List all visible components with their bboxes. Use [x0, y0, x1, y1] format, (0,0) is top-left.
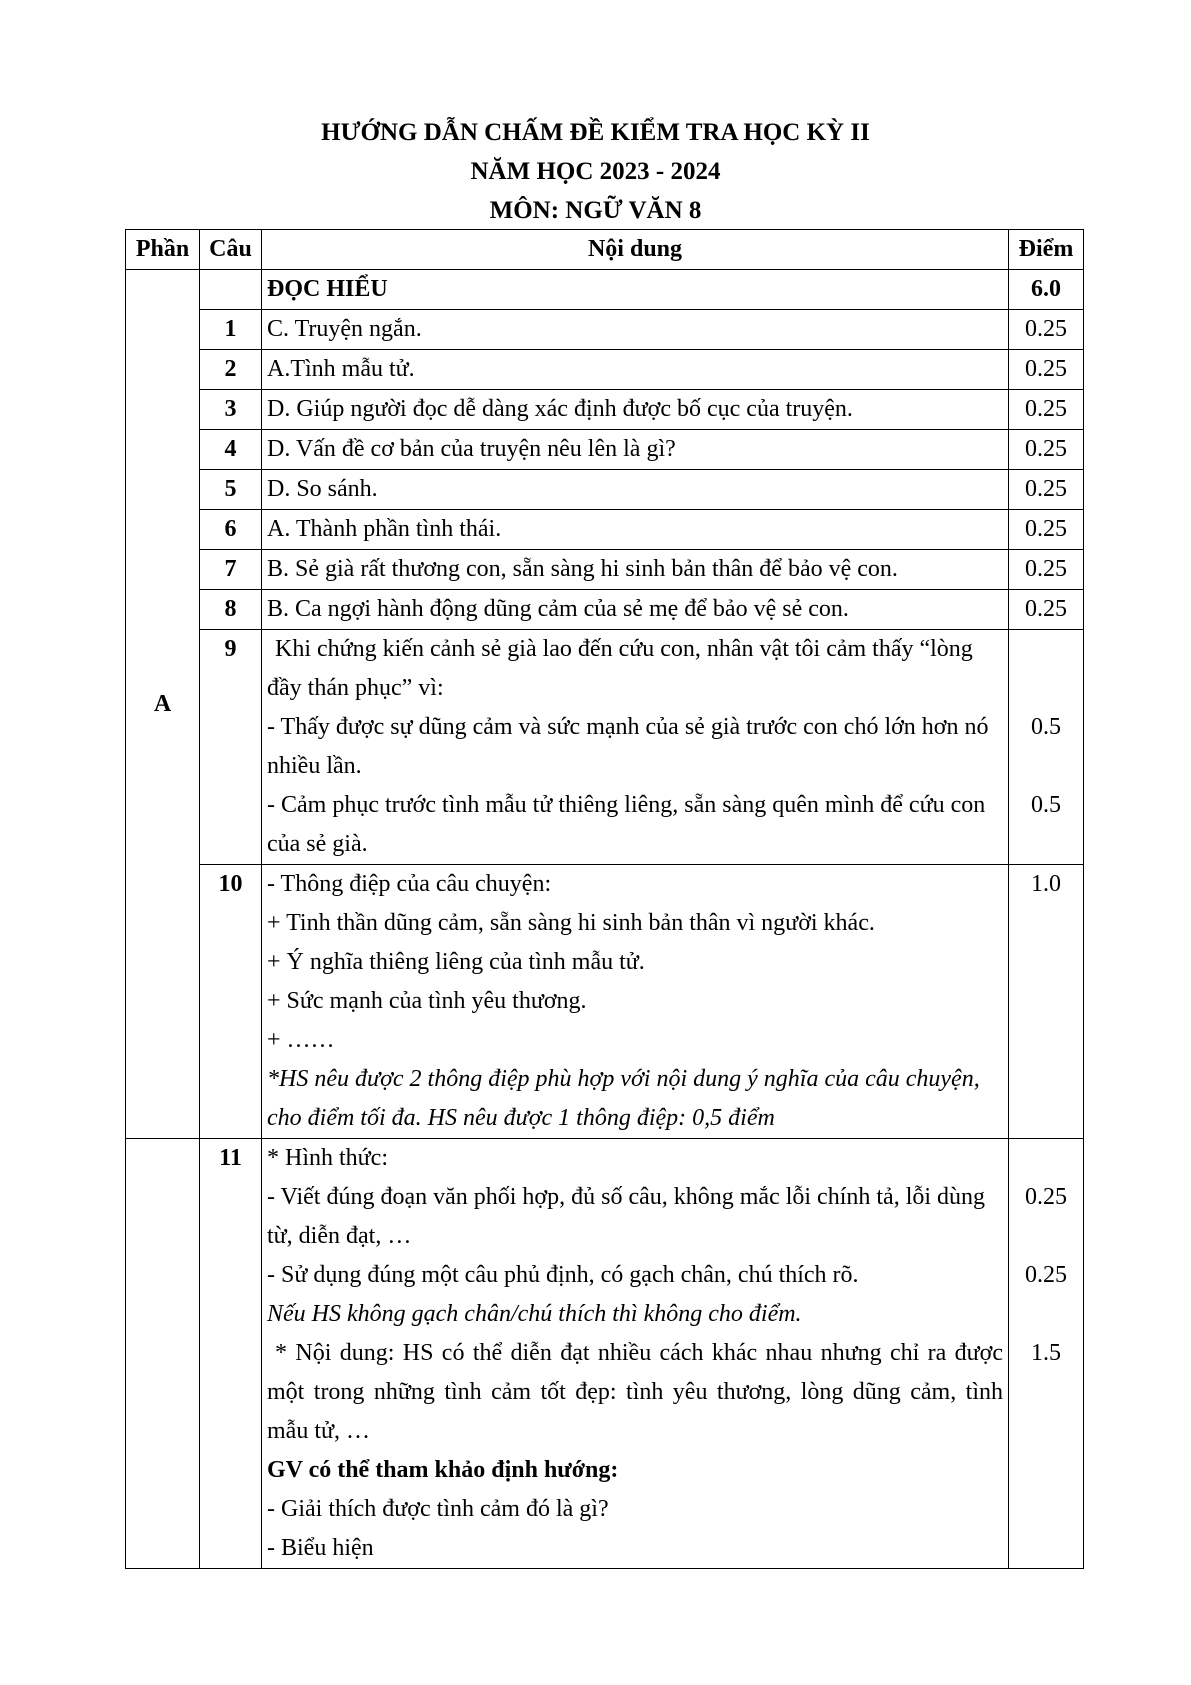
question-9-content — [262, 630, 1009, 865]
answer-points: 0.25 — [1009, 470, 1084, 510]
q10-line-1: - Thông điệp của câu chuyện: — [267, 871, 552, 897]
answer-points: 0.25 — [1009, 430, 1084, 470]
header-points: Điểm — [1009, 230, 1084, 270]
q9-points-2: 0.5 — [1031, 792, 1061, 818]
q11-form-note: Nếu HS không gạch chân/chú thích thì không cho điểm. — [267, 1301, 802, 1327]
q11-guide-1: - Giải thích được tình cảm đó là gì? — [267, 1496, 609, 1522]
q11-content: * Nội dung: HS có thể diễn đạt nhiều cách khác nhau nhưng chỉ ra được một trong những tình cảm tốt đẹp: tình yêu thương, lòng dũng cảm, tình mẫu tử, … — [267, 1340, 1003, 1444]
question-number: 6 — [200, 510, 262, 550]
section-question-cell — [200, 270, 262, 310]
table-row — [126, 390, 1084, 430]
q10-line-5: + …… — [267, 1027, 335, 1053]
answer-points: 0.25 — [1009, 310, 1084, 350]
question-number: 10 — [200, 865, 262, 1139]
answer-text: A.Tình mẫu tử. — [262, 350, 1009, 390]
table-header-row — [126, 230, 1084, 270]
question-number: 4 — [200, 430, 262, 470]
table-row — [126, 590, 1084, 630]
question-9-row — [126, 630, 1084, 865]
question-number: 2 — [200, 350, 262, 390]
q11-form-1: - Viết đúng đoạn văn phối hợp, đủ số câu, không mắc lỗi chính tả, lỗi dùng từ, diễn đạt, … — [267, 1184, 986, 1249]
q11-points-2: 0.25 — [1025, 1262, 1067, 1288]
q10-line-3: + Ý nghĩa thiêng liêng của tình mẫu tử. — [267, 949, 645, 975]
table-row — [126, 430, 1084, 470]
question-11-content — [262, 1139, 1009, 1569]
question-10-points: 1.0 — [1009, 865, 1084, 1139]
title-line-3: MÔN: NGỮ VĂN 8 — [489, 197, 702, 224]
question-9-points — [1009, 630, 1084, 865]
answer-points: 0.25 — [1009, 590, 1084, 630]
question-number: 7 — [200, 550, 262, 590]
q9-intro: Khi chứng kiến cảnh sẻ già lao đến cứu con, nhân vật tôi cảm thấy “lòng đầy thán phục” vì: — [267, 636, 973, 701]
q11-form-title: * Hình thức: — [267, 1145, 388, 1171]
answer-text: C. Truyện ngắn. — [262, 310, 1009, 350]
section-title: ĐỌC HIỂU — [262, 270, 1009, 310]
section-row — [126, 270, 1084, 310]
question-number: 9 — [200, 630, 262, 865]
table-row — [126, 310, 1084, 350]
question-10-content — [262, 865, 1009, 1139]
question-11-row — [126, 1139, 1084, 1569]
q9-point-2: - Cảm phục trước tình mẫu tử thiêng liêng, sẵn sàng quên mình để cứu con của sẻ già. — [267, 792, 986, 857]
answer-text: D. Vấn đề cơ bản của truyện nêu lên là gì? — [262, 430, 1009, 470]
table-row — [126, 350, 1084, 390]
question-number: 3 — [200, 390, 262, 430]
answer-points: 0.25 — [1009, 390, 1084, 430]
q10-line-4: + Sức mạnh của tình yêu thương. — [267, 988, 587, 1014]
answer-points: 0.25 — [1009, 550, 1084, 590]
header-content: Nội dung — [262, 230, 1009, 270]
answer-points: 0.25 — [1009, 510, 1084, 550]
header-part: Phần — [126, 230, 200, 270]
table-row — [126, 510, 1084, 550]
q10-line-2: + Tinh thần dũng cảm, sẵn sàng hi sinh bản thân vì người khác. — [267, 910, 875, 936]
q11-guide-title: GV có thể tham khảo định hướng: — [267, 1457, 619, 1483]
q11-points-3: 1.5 — [1031, 1340, 1061, 1366]
q9-points-1: 0.5 — [1031, 714, 1061, 740]
q10-note: *HS nêu được 2 thông điệp phù hợp với nội dung ý nghĩa của câu chuyện, cho điểm tối đa. HS nêu được 1 thông điệp: 0,5 điểm — [267, 1066, 980, 1131]
answer-text: A. Thành phần tình thái. — [262, 510, 1009, 550]
answer-text: D. So sánh. — [262, 470, 1009, 510]
grading-table — [125, 229, 1084, 1569]
q11-guide-2: - Biểu hiện — [267, 1535, 374, 1561]
part-b-cell — [126, 1139, 200, 1569]
title-line-1: HƯỚNG DẪN CHẤM ĐỀ KIỂM TRA HỌC KỲ II — [321, 119, 870, 146]
section-points: 6.0 — [1009, 270, 1084, 310]
q11-points-1: 0.25 — [1025, 1184, 1067, 1210]
table-row — [126, 470, 1084, 510]
header-question: Câu — [200, 230, 262, 270]
title-line-2: NĂM HỌC 2023 - 2024 — [470, 158, 721, 185]
document-title — [0, 113, 1191, 230]
answer-points: 0.25 — [1009, 350, 1084, 390]
question-number: 8 — [200, 590, 262, 630]
q9-point-1: - Thấy được sự dũng cảm và sức mạnh của sẻ già trước con chó lớn hơn nó nhiều lần. — [267, 714, 989, 779]
answer-text: B. Sẻ già rất thương con, sẵn sàng hi sinh bản thân để bảo vệ con. — [262, 550, 1009, 590]
q11-form-2: - Sử dụng đúng một câu phủ định, có gạch chân, chú thích rõ. — [267, 1262, 859, 1288]
question-11-points — [1009, 1139, 1084, 1569]
answer-text: D. Giúp người đọc dễ dàng xác định được bố cục của truyện. — [262, 390, 1009, 430]
question-number: 1 — [200, 310, 262, 350]
answer-text: B. Ca ngợi hành động dũng cảm của sẻ mẹ để bảo vệ sẻ con. — [262, 590, 1009, 630]
question-number: 11 — [200, 1139, 262, 1569]
part-a-cell: A — [126, 270, 200, 1139]
table-row — [126, 550, 1084, 590]
question-number: 5 — [200, 470, 262, 510]
question-10-row — [126, 865, 1084, 1139]
